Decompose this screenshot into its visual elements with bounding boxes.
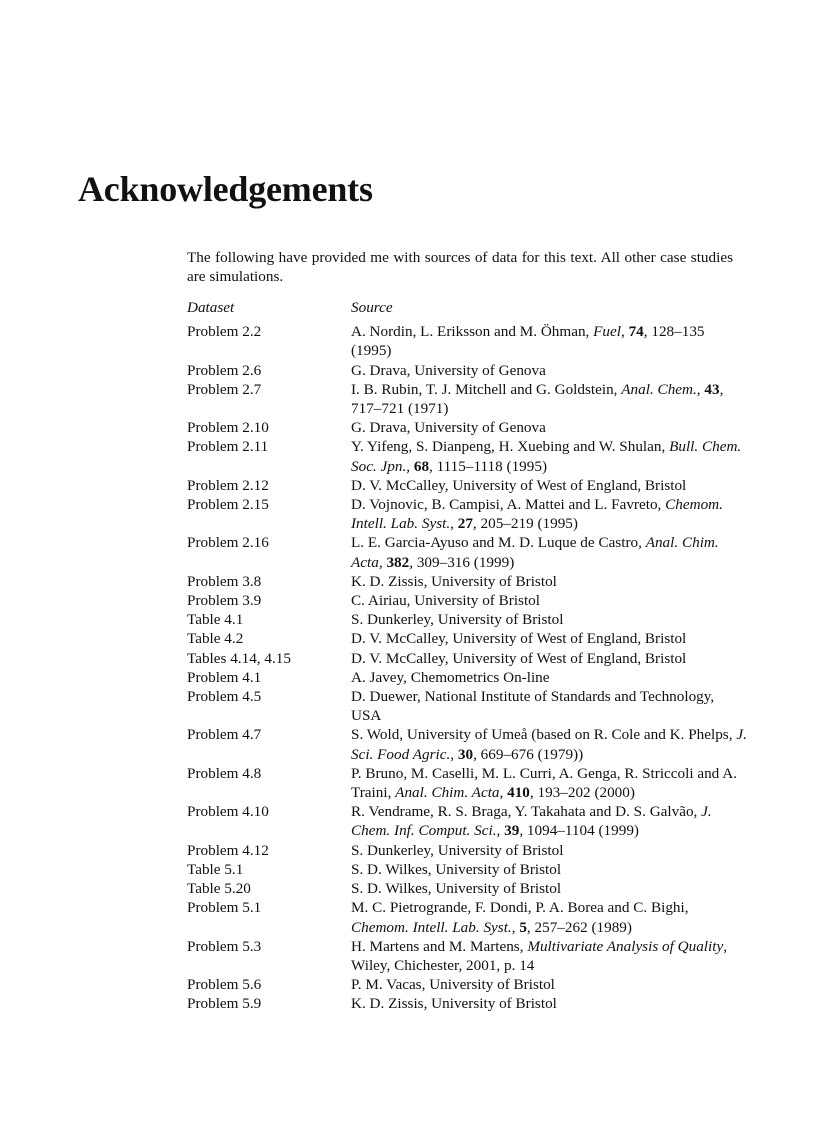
table-body (187, 322, 747, 1013)
table-row (187, 495, 747, 533)
data-sources-table (187, 298, 747, 1014)
source-text: , (696, 380, 705, 398)
table-row (187, 687, 747, 725)
dataset-column-header: Dataset (187, 299, 235, 316)
source-cell (351, 994, 747, 1013)
source-text: C. Airiau, University of Bristol (351, 592, 540, 610)
dataset-cell: Problem 4.7 (187, 726, 262, 744)
source-cell (351, 879, 747, 898)
source-text: , (511, 918, 520, 936)
source-cell (351, 437, 747, 475)
source-cell (351, 610, 747, 629)
source-text: , (499, 784, 508, 802)
source-text: P. M. Vacas, University of Bristol (351, 976, 555, 994)
source-cell (351, 649, 747, 668)
source-text: , (450, 515, 458, 533)
table-header (187, 298, 747, 317)
source-text: , 309–316 (1999) (409, 553, 515, 571)
source-cell (351, 533, 747, 571)
journal-name: J. Sci. Food Agric. (351, 726, 747, 763)
dataset-cell: Problem 2.15 (187, 496, 269, 514)
table-row (187, 937, 747, 975)
volume-number: 74 (628, 323, 644, 341)
journal-name: J. Chem. Inf. Comput. Sci. (351, 803, 712, 840)
source-text: , 1115–1118 (1995) (429, 457, 547, 475)
source-text: D. Vojnovic, B. Campisi, A. Mattei and L. Favreto, (351, 496, 666, 514)
source-text: , 128–135 (1995) (351, 323, 705, 360)
source-text: P. Bruno, M. Caselli, M. L. Curri, A. Genga, R. Striccoli and A. Traini, (351, 764, 737, 802)
journal-name: Multivariate Analysis of Quality (527, 937, 724, 955)
source-text: K. D. Zissis, University of Bristol (351, 995, 557, 1013)
table-row (187, 476, 747, 495)
dataset-cell: Table 4.1 (187, 611, 244, 629)
source-text: , (378, 553, 387, 571)
source-cell (351, 668, 747, 687)
source-cell (351, 975, 747, 994)
source-text: , (450, 745, 458, 763)
dataset-cell: Table 5.1 (187, 860, 244, 878)
intro-paragraph: The following have provided me with sources of data for this text. All other case studies are simulations. (187, 249, 733, 285)
source-cell (351, 591, 747, 610)
source-text: , 205–219 (1995) (472, 515, 578, 533)
source-text: , 257–262 (1989) (526, 918, 632, 936)
journal-name: Anal. Chim. Acta (351, 534, 719, 571)
source-text: , 1094–1104 (1999) (519, 822, 639, 840)
dataset-cell: Problem 5.3 (187, 937, 262, 955)
dataset-cell: Problem 2.10 (187, 419, 269, 437)
journal-name: Chemom. Intell. Lab. Syst. (351, 496, 723, 533)
volume-number: 30 (457, 745, 474, 763)
table-row (187, 572, 747, 591)
source-text: D. V. McCalley, University of West of England, Bristol (351, 476, 687, 494)
dataset-cell: Problem 2.11 (187, 438, 269, 456)
dataset-cell: Table 4.2 (187, 630, 244, 648)
volume-number: 43 (704, 380, 720, 398)
table-row (187, 437, 747, 475)
volume-number: 68 (413, 457, 430, 475)
source-cell (351, 860, 747, 879)
journal-name: Anal. Chim. Acta (395, 784, 500, 802)
table-row (187, 841, 747, 860)
table-row (187, 994, 747, 1013)
table-row (187, 764, 747, 802)
volume-number: 27 (457, 515, 473, 533)
table-row (187, 649, 747, 668)
source-cell (351, 841, 747, 860)
source-cell (351, 476, 747, 495)
source-cell (351, 687, 747, 725)
table-row (187, 802, 747, 840)
volume-number: 39 (504, 822, 520, 840)
journal-name: Anal. Chem. (621, 380, 697, 398)
dataset-cell: Problem 3.8 (187, 572, 262, 590)
journal-name: Fuel (593, 323, 621, 341)
table-row (187, 418, 747, 437)
dataset-cell: Problem 3.9 (187, 592, 262, 610)
source-text: S. Dunkerley, University of Bristol (351, 841, 564, 859)
source-cell (351, 764, 747, 802)
source-text: A. Nordin, L. Eriksson and M. Öhman, (351, 323, 594, 341)
source-cell (351, 495, 747, 533)
source-cell (351, 361, 747, 380)
source-cell (351, 898, 747, 936)
volume-number: 410 (507, 784, 530, 802)
source-cell (351, 418, 747, 437)
dataset-cell: Problem 4.8 (187, 764, 262, 782)
table-row (187, 380, 747, 418)
dataset-cell: Problem 2.7 (187, 380, 262, 398)
source-text: , 669–676 (1979)) (473, 745, 584, 763)
dataset-cell: Problem 5.6 (187, 976, 262, 994)
source-text: M. C. Pietrogrande, F. Dondi, P. A. Borea and C. Bighi, (351, 899, 689, 917)
table-row (187, 668, 747, 687)
source-text: S. Dunkerley, University of Bristol (351, 611, 564, 629)
table-row (187, 610, 747, 629)
table-row (187, 361, 747, 380)
source-text: H. Martens and M. Martens, (351, 937, 528, 955)
source-text: , (496, 822, 505, 840)
source-text: , (406, 457, 414, 475)
source-text: G. Drava, University of Genova (351, 361, 546, 379)
page-title: Acknowledgements (78, 169, 373, 209)
source-text: I. B. Rubin, T. J. Mitchell and G. Goldstein, (351, 380, 622, 398)
volume-number: 5 (519, 918, 527, 936)
source-text: , (620, 323, 629, 341)
table-row (187, 975, 747, 994)
source-text: Y. Yifeng, S. Dianpeng, H. Xuebing and W. Shulan, (351, 438, 670, 456)
source-cell (351, 572, 747, 591)
dataset-cell: Problem 4.12 (187, 841, 269, 859)
journal-name: Chemom. Intell. Lab. Syst. (351, 918, 512, 936)
dataset-cell: Table 5.20 (187, 880, 251, 898)
dataset-cell: Tables 4.14, 4.15 (187, 649, 291, 667)
source-text: G. Drava, University of Genova (351, 419, 546, 437)
source-text: R. Vendrame, R. S. Braga, Y. Takahata and D. S. Galvão, (351, 803, 702, 821)
source-text: A. Javey, Chemometrics On-line (351, 668, 550, 686)
dataset-cell: Problem 5.1 (187, 899, 262, 917)
table-row (187, 725, 747, 763)
source-cell (351, 725, 747, 763)
table-row (187, 879, 747, 898)
source-text: , 717–721 (1971) (351, 380, 724, 418)
source-text: , 193–202 (2000) (529, 784, 635, 802)
dataset-cell: Problem 2.6 (187, 361, 262, 379)
source-text: D. V. McCalley, University of West of England, Bristol (351, 649, 687, 667)
source-column-header: Source (351, 299, 393, 316)
dataset-cell: Problem 4.10 (187, 803, 269, 821)
dataset-cell: Problem 2.12 (187, 476, 269, 494)
table-row (187, 629, 747, 648)
source-cell (351, 937, 747, 975)
table-row (187, 898, 747, 936)
source-cell (351, 802, 747, 840)
source-text: L. E. Garcia-Ayuso and M. D. Luque de Castro, (351, 534, 646, 552)
table-row (187, 322, 747, 360)
dataset-cell: Problem 2.2 (187, 323, 262, 341)
dataset-cell: Problem 2.16 (187, 534, 269, 552)
source-text: K. D. Zissis, University of Bristol (351, 572, 557, 590)
dataset-cell: Problem 5.9 (187, 995, 262, 1013)
source-text: S. D. Wilkes, University of Bristol (351, 880, 562, 898)
journal-name: Bull. Chem. Soc. Jpn. (351, 438, 742, 475)
volume-number: 382 (386, 553, 410, 571)
table-row (187, 533, 747, 571)
source-cell (351, 322, 747, 360)
source-text: D. V. McCalley, University of West of England, Bristol (351, 630, 687, 648)
source-cell (351, 380, 747, 418)
source-text: S. D. Wilkes, University of Bristol (351, 860, 562, 878)
table-row (187, 860, 747, 879)
dataset-cell: Problem 4.1 (187, 668, 262, 686)
source-cell (351, 629, 747, 648)
table-row (187, 591, 747, 610)
source-text: S. Wold, University of Umeå (based on R. Cole and K. Phelps, (351, 726, 737, 744)
source-text: D. Duewer, National Institute of Standards and Technology, USA (351, 688, 715, 725)
dataset-cell: Problem 4.5 (187, 688, 262, 706)
source-text: , Wiley, Chichester, 2001, p. 14 (351, 937, 727, 974)
